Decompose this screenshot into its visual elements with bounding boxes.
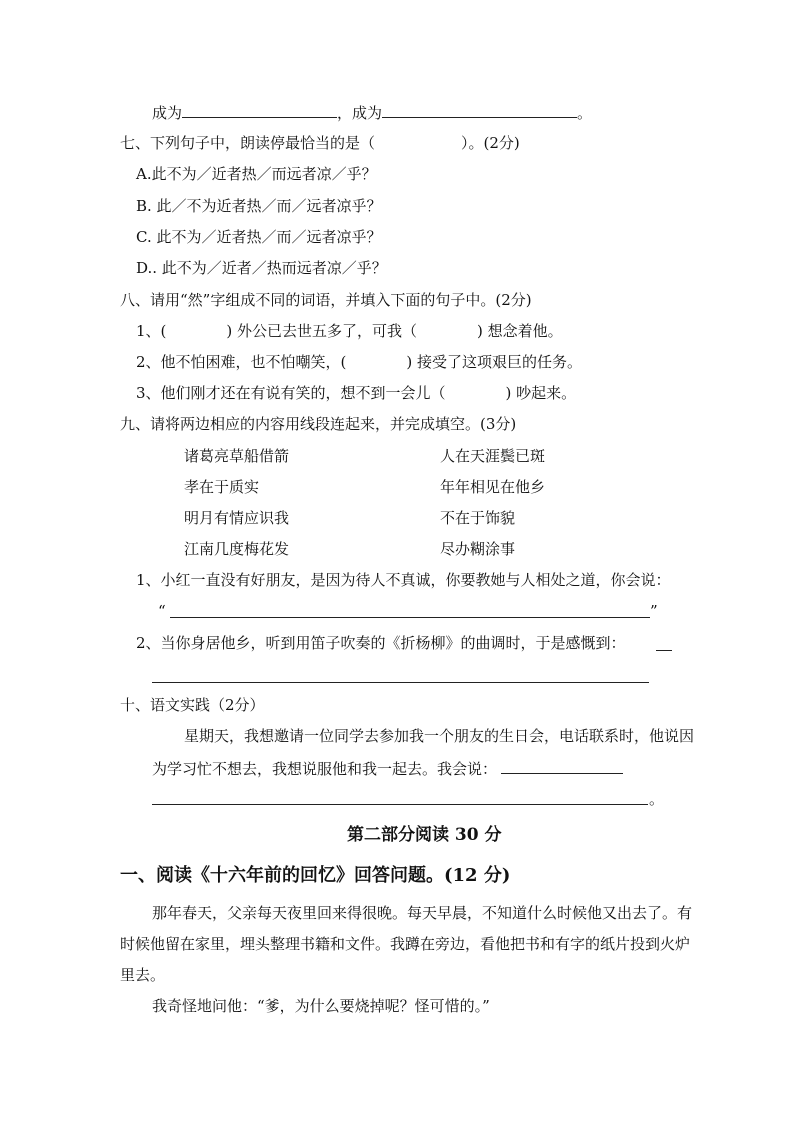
section1-heading: 一、阅读《十六年前的回忆》回答问题。(12 分) (120, 865, 511, 886)
match-right-item[interactable]: 人在天涯鬓已斑 (440, 447, 546, 465)
answer-blank[interactable] (182, 102, 337, 118)
q6-fill-line (152, 102, 592, 123)
q9-title: 九、请将两边相应的内容用线段连起来，并完成填空。(3分) (120, 415, 517, 433)
answer-line[interactable] (656, 650, 672, 651)
q9-sub1: 1、小红一直没有好朋友，是因为待人不真诚，你要教她与人相处之道，你会说： (136, 571, 671, 589)
q7-option-d: D.. 此不为／近者／热而远者凉／乎？ (136, 259, 387, 277)
answer-blank[interactable] (382, 102, 577, 118)
q8-item-3: 3、他们刚才还在有说有笑的，想不到一会儿（ ) 吵起来。 (136, 384, 577, 402)
q10-end: 。 (649, 790, 665, 808)
q10-line1: 星期天，我想邀请一位同学去参加我一个朋友的生日会，电话联系时，他说因 (184, 727, 695, 745)
q7-title: 七、下列句子中，朗读停最恰当的是（ ）。(2分) (120, 134, 520, 152)
q6-end: 。 (577, 104, 593, 122)
q7-option-c: C. 此不为／近者热／而／远者凉乎？ (136, 228, 382, 246)
answer-line[interactable] (152, 682, 649, 683)
passage-para1-line3: 里去。 (120, 966, 166, 984)
passage-para1-line2: 时候他留在家里，埋头整理书籍和文件。我蹲在旁边，看他把书和有字的纸片投到火炉 (120, 935, 691, 953)
q8-item-2: 2、他不怕困难，也不怕嘲笑，( ) 接受了这项艰巨的任务。 (136, 353, 583, 371)
q9-sub1-close-quote: ” (650, 602, 658, 620)
part2-heading: 第二部分阅读 30 分 (347, 825, 502, 845)
match-right-item[interactable]: 不在于饰貌 (440, 509, 516, 527)
match-left-item[interactable]: 明月有情应识我 (184, 509, 290, 527)
match-right-item[interactable]: 年年相见在他乡 (440, 478, 546, 496)
q7-option-a: A.此不为／近者热／而远者凉／乎？ (136, 165, 377, 183)
q8-item-1: 1、( ) 外公已去世五多了，可我（ ) 想念着他。 (136, 322, 563, 340)
q8-title: 八、请用“然”字组成不同的词语，并填入下面的句子中。(2分) (120, 291, 532, 309)
q10-line2: 为学习忙不想去，我想说服他和我一起去。我会说： (152, 758, 623, 779)
answer-blank[interactable] (501, 758, 623, 774)
passage-para2: 我奇怪地问他：“爹，为什么要烧掉呢？怪可惜的。” (152, 997, 490, 1015)
q10-title: 十、语文实践（2分） (120, 696, 265, 714)
q6-mid: ，成为 (337, 104, 383, 122)
answer-line[interactable] (152, 804, 648, 805)
q9-sub1-open-quote: “ (158, 602, 166, 620)
q6-prefix: 成为 (152, 104, 183, 122)
match-right-item[interactable]: 尽办糊涂事 (440, 540, 516, 558)
q7-option-b: B. 此／不为近者热／而／远者凉乎？ (136, 197, 382, 215)
match-left-item[interactable]: 诸葛亮草船借箭 (184, 447, 290, 465)
match-left-item[interactable]: 江南几度梅花发 (184, 540, 290, 558)
q9-sub2: 2、当你身居他乡，听到用笛子吹奏的《折杨柳》的曲调时，于是感慨到： (136, 634, 626, 652)
passage-para1-line1: 那年春天，父亲每天夜里回来得很晚。每天早晨，不知道什么时候他又出去了。有 (152, 904, 693, 922)
answer-line[interactable] (170, 617, 650, 618)
match-left-item[interactable]: 孝在于质实 (184, 478, 260, 496)
